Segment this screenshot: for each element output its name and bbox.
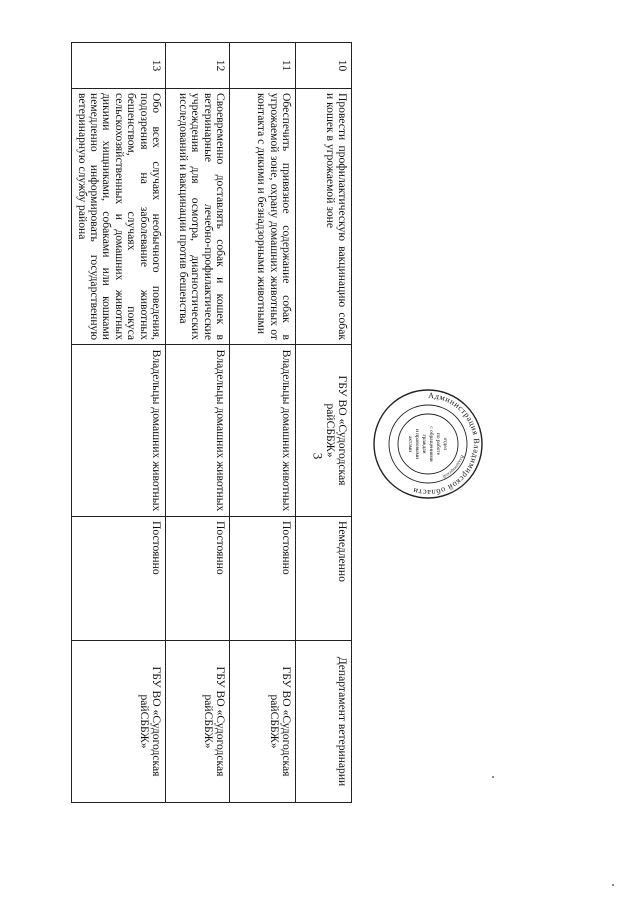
official-seal: [372, 388, 484, 500]
action-cell: Обеспечить привязное содержание собак в угрожаемой зоне, охрану домашних животных от контакта с дикими и безнадзорными животными: [230, 89, 296, 345]
table-row: [230, 43, 296, 803]
table-row: [72, 43, 166, 803]
responsible-cell: ГБУ ВО «Судогодская райСББЖ»: [72, 641, 166, 803]
responsible-cell: ГБУ ВО «Судогодская райСББЖ»: [166, 641, 230, 803]
seal-center-line: с обращениями: [428, 426, 434, 462]
term-cell: Постоянно: [166, 517, 230, 641]
measures-table-container: [72, 42, 352, 802]
executor-cell: ГБУ ВО «Судогодская райСББЖ»: [296, 345, 352, 517]
responsible-cell: Департамент ветеринарии: [296, 641, 352, 803]
measures-table: [71, 42, 352, 803]
executor-cell: Владельцы домашних животных: [230, 345, 296, 517]
page-number: 3: [310, 452, 326, 460]
seal-center-line: отдел: [442, 437, 448, 451]
seal-icon: [372, 388, 484, 500]
executor-cell: Владельцы домашних животных: [166, 345, 230, 517]
scan-speck: [612, 884, 614, 886]
scan-speck: [492, 776, 494, 778]
seal-center-line: по работе: [435, 432, 441, 456]
seal-center-line: граждан: [421, 434, 427, 454]
executor-cell: Владельцы домашних животных: [72, 345, 166, 517]
action-cell: Обо всех случаях необычного поведения, подозрения на заболевание животных бешенством, случаях покуса сельскохозяйственных и домашних животных дикими хищниками, собаками или кошками немедленно информировать государственную ветеринарную службу района: [72, 89, 166, 345]
row-number: 12: [166, 43, 230, 89]
seal-inner-text: Владимирской: [442, 454, 466, 480]
responsible-cell: ГБУ ВО «Судогодская райСББЖ»: [230, 641, 296, 803]
term-cell: Постоянно: [72, 517, 166, 641]
table-row: [296, 43, 352, 803]
seal-outer-text: Администрация Владимирской области: [411, 390, 482, 498]
term-cell: Немедленно: [296, 517, 352, 641]
seal-center-line: и правовыми: [414, 429, 420, 459]
table-row: [166, 43, 230, 803]
action-cell: Провести профилактическую вакцинацию собак и кошек в угрожаемой зоне: [296, 89, 352, 345]
action-cell: Своевременно доставлять собак и кошек в ветеринарные лечебно-профилактические учреждения для осмотра, диагностических исследований и вакцинации против бешенства: [166, 89, 230, 345]
row-number: 11: [230, 43, 296, 89]
row-number: 10: [296, 43, 352, 89]
row-number: 13: [72, 43, 166, 89]
term-cell: Постоянно: [230, 517, 296, 641]
seal-center-line: актами: [407, 435, 413, 453]
